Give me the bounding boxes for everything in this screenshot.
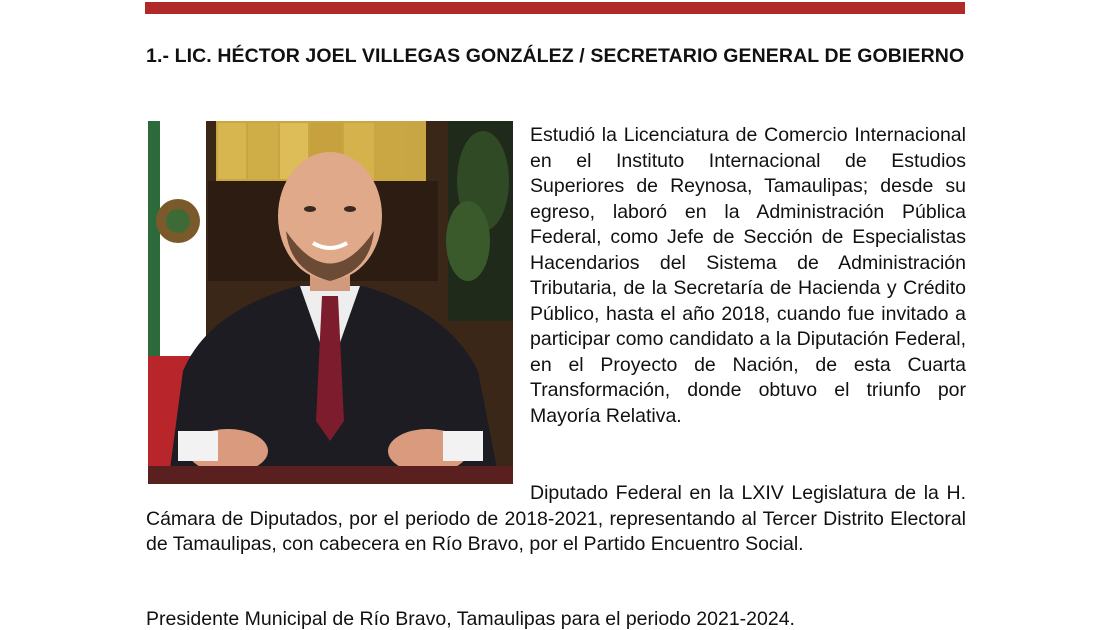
portrait-photo xyxy=(148,121,513,484)
biography-paragraph-1: Estudió la Licenciatura de Comercio Internacional en el Instituto Internacional de Estudios Superiores de Reynosa, Tamaulipas; desde su egreso, laboró en la Administración Pública Federal, como Jefe de Sección de Especialistas Hacendarios del Sistema de Administración Tributaria, de la Secretaría de Hacienda y Crédito Público, hasta el año 2018, cuando fue invitado a participar como candidato a la Diputación Federal, en el Proyecto de Nación, de esta Cuarta Transformación, donde obtuvo el triunfo por Mayoría Relativa. xyxy=(530,124,966,427)
section-heading: 1.- LIC. HÉCTOR JOEL VILLEGAS GONZÁLEZ / SECRETARIO GENERAL DE GOBIERNO xyxy=(146,45,965,67)
biography-paragraph-3: Presidente Municipal de Río Bravo, Tamaulipas para el periodo 2021-2024. xyxy=(146,608,795,630)
header-accent-bar xyxy=(145,2,965,14)
biography-paragraph-2: Diputado Federal en la LXIV Legislatura de la H. Cámara de Diputados, por el periodo de 2018-2021, representando al Tercer Distrito Electoral de Tamaulipas, con cabecera en Río Bravo, por el Partido Encuentro Social. xyxy=(146,482,966,555)
